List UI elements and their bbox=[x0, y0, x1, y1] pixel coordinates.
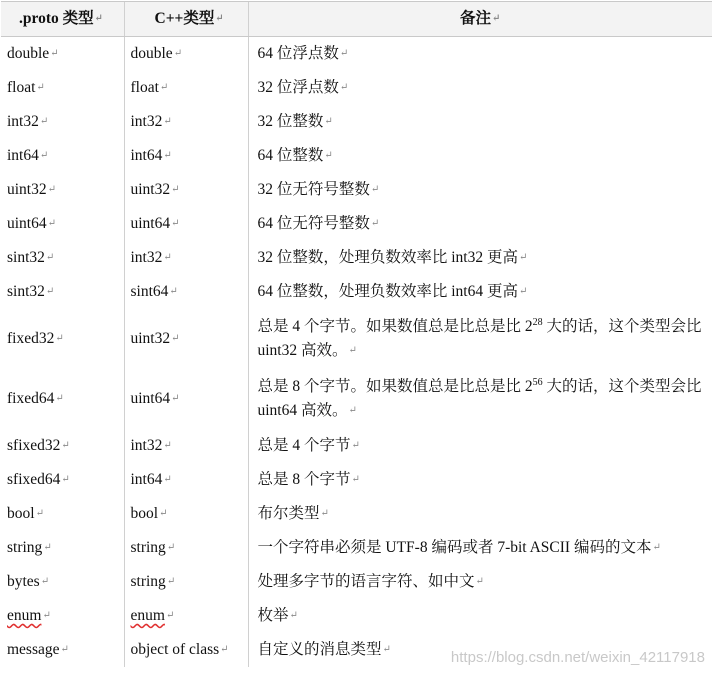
table-row bbox=[1, 37, 712, 72]
note-cell: 64 位整数↵ bbox=[248, 139, 712, 173]
cpp-type-cell: uint64↵ bbox=[124, 207, 248, 241]
proto-type-cell: uint32↵ bbox=[7, 180, 57, 198]
proto-type-cell: sint32↵ bbox=[7, 248, 55, 266]
cpp-type-cell: int32↵ bbox=[124, 429, 248, 463]
exponent: 28 bbox=[532, 316, 543, 328]
note-cell: 总是 8 个字节↵ bbox=[248, 463, 712, 497]
table-row bbox=[1, 241, 712, 275]
table-row bbox=[1, 139, 712, 173]
note-cell: 64 位整数，处理负数效率比 int64 更高↵ bbox=[248, 275, 712, 309]
table-row bbox=[1, 105, 712, 139]
note-cell: 32 位整数↵ bbox=[248, 105, 712, 139]
cpp-type-cell: int32↵ bbox=[124, 105, 248, 139]
table-row bbox=[1, 531, 712, 565]
proto-type-cell: double↵ bbox=[7, 44, 59, 62]
table-row bbox=[1, 309, 712, 369]
cpp-type-cell: uint32↵ bbox=[124, 173, 248, 207]
cpp-type-cell: double↵ bbox=[124, 37, 248, 72]
exponent: 56 bbox=[532, 376, 543, 388]
table-row bbox=[1, 565, 712, 599]
proto-type-cell: fixed32↵ bbox=[7, 329, 64, 347]
header-row bbox=[1, 2, 712, 37]
note-cell: 总是 4 个字节↵ bbox=[248, 429, 712, 463]
proto-type-cell: float↵ bbox=[7, 78, 45, 96]
cpp-type-cell: uint32↵ bbox=[124, 309, 248, 369]
proto-type-cell: enum↵ bbox=[7, 606, 51, 624]
table-row bbox=[1, 173, 712, 207]
note-cell: 枚举↵ bbox=[248, 599, 712, 633]
table-row bbox=[1, 429, 712, 463]
note-cell: 布尔类型↵ bbox=[248, 497, 712, 531]
cpp-type-cell: uint64↵ bbox=[124, 369, 248, 429]
table-row bbox=[1, 497, 712, 531]
header-proto-type: .proto 类型↵ bbox=[1, 2, 124, 37]
note-cell: 处理多字节的语言字符、如中文↵ bbox=[248, 565, 712, 599]
proto-type-cell: uint64↵ bbox=[7, 214, 57, 232]
table-row bbox=[1, 369, 712, 429]
cpp-type-cell: int32↵ bbox=[124, 241, 248, 275]
note-cell: 32 位浮点数↵ bbox=[248, 71, 712, 105]
note-cell: 32 位无符号整数↵ bbox=[248, 173, 712, 207]
note-cell: 64 位无符号整数↵ bbox=[248, 207, 712, 241]
note-cell: 总是 4 个字节。如果数值总是比总是比 $2^{28}$ 大的话，这个类型会比 uint32 高效。↵ bbox=[248, 309, 712, 369]
table-row bbox=[1, 71, 712, 105]
cpp-type-cell: object of class↵ bbox=[124, 633, 248, 667]
cpp-type-cell: int64↵ bbox=[124, 463, 248, 497]
table-row bbox=[1, 275, 712, 309]
note-cell: 64 位浮点数↵ bbox=[248, 37, 712, 72]
cpp-type-cell: string↵ bbox=[124, 565, 248, 599]
note-cell: 一个字符串必须是 UTF-8 编码或者 7-bit ASCII 编码的文本↵ bbox=[248, 531, 712, 565]
proto-type-cell: bool↵ bbox=[7, 504, 44, 522]
proto-type-cell: message↵ bbox=[7, 640, 69, 658]
table-row bbox=[1, 463, 712, 497]
cpp-type-cell: int64↵ bbox=[124, 139, 248, 173]
proto-type-cell: string↵ bbox=[7, 538, 52, 556]
table-row bbox=[1, 207, 712, 241]
note-cell: 总是 8 个字节。如果数值总是比总是比 $2^{56}$ 大的话，这个类型会比 uint64 高效。↵ bbox=[248, 369, 712, 429]
table-row bbox=[1, 599, 712, 633]
proto-type-cell: sint32↵ bbox=[7, 282, 55, 300]
proto-type-cell: sfixed64↵ bbox=[7, 470, 70, 488]
note-cell: 32 位整数，处理负数效率比 int32 更高↵ bbox=[248, 241, 712, 275]
header-note: 备注↵ bbox=[248, 2, 712, 37]
proto-types-table bbox=[1, 1, 712, 667]
cpp-type-cell: enum↵ bbox=[124, 599, 248, 633]
proto-type-cell: bytes↵ bbox=[7, 572, 50, 590]
cpp-type-cell: bool↵ bbox=[124, 497, 248, 531]
header-cpp-type: C++类型↵ bbox=[124, 2, 248, 37]
proto-type-cell: int32↵ bbox=[7, 112, 49, 130]
cpp-type-cell: sint64↵ bbox=[124, 275, 248, 309]
watermark: https://blog.csdn.net/weixin_42117918 bbox=[450, 649, 705, 666]
cpp-type-cell: float↵ bbox=[124, 71, 248, 105]
proto-type-cell: fixed64↵ bbox=[7, 389, 64, 407]
proto-type-cell: int64↵ bbox=[7, 146, 49, 164]
proto-type-cell: sfixed32↵ bbox=[7, 436, 70, 454]
cpp-type-cell: string↵ bbox=[124, 531, 248, 565]
note-cell: 自定义的消息类型↵ bbox=[248, 633, 712, 667]
